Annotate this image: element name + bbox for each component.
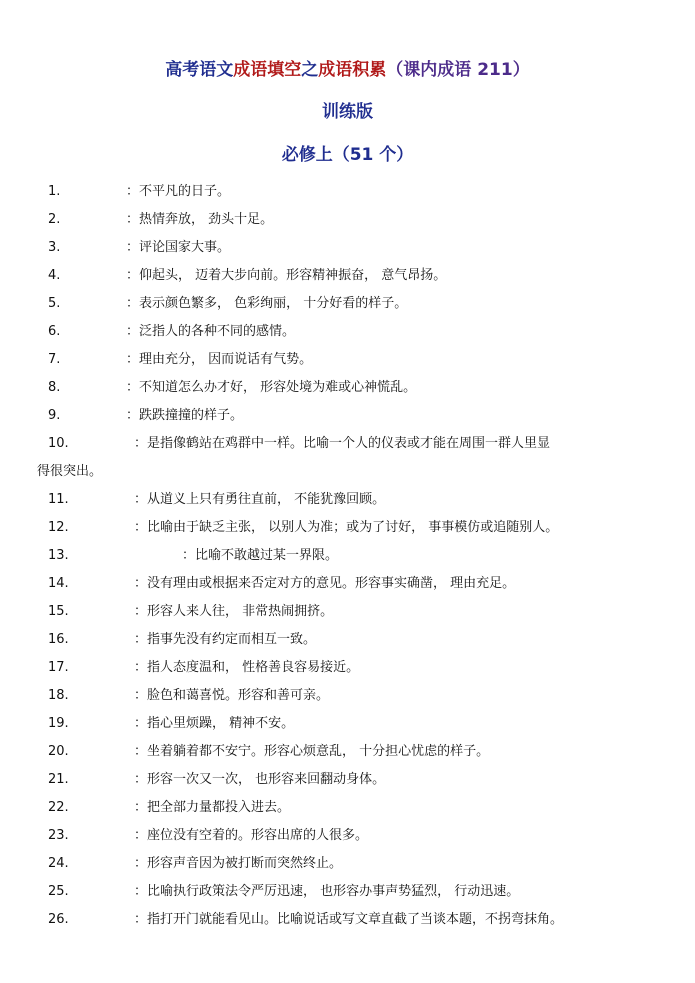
entry-number: 16. — [48, 632, 69, 647]
entry-definition: ：不平凡的日子。 — [126, 184, 231, 199]
entry-number: 1. — [48, 184, 61, 199]
entry-definition: ：指打开门就能看见山。比喻说话或写文章直截了当谈本题，不拐弯抹角。 — [134, 912, 564, 927]
entry-number: 11. — [48, 492, 69, 507]
entry-definition: ：坐着躺着都不安宁。形容心烦意乱， 十分担心忧虑的样子。 — [134, 744, 490, 759]
title-segment-3: 之 — [301, 60, 319, 80]
entry-definition: ：泛指人的各种不同的感情。 — [126, 324, 296, 339]
entry-definition: ：指事先没有约定而相互一致。 — [134, 632, 317, 647]
entry-number: 10. — [48, 436, 69, 451]
entry-definition: ：比喻不敢越过某一界限。 — [182, 548, 339, 563]
entry-number: 22. — [48, 800, 69, 815]
entry-definition: ：指人态度温和， 性格善良容易接近。 — [134, 660, 360, 675]
subtitle: 训练版 — [322, 102, 373, 122]
entry-number: 12. — [48, 520, 69, 535]
entry-number: 19. — [48, 716, 69, 731]
entry-number: 3. — [48, 240, 61, 255]
entry-number: 15. — [48, 604, 69, 619]
entry-definition: ：跌跌撞撞的样子。 — [126, 408, 244, 423]
page-title — [0, 58, 695, 82]
entry-definition: ：比喻执行政策法令严厉迅速， 也形容办事声势猛烈， 行动迅速。 — [134, 884, 520, 899]
entry-definition: ：形容声音因为被打断而突然终止。 — [134, 856, 343, 871]
entry-number: 17. — [48, 660, 69, 675]
entry-number: 5. — [48, 296, 61, 311]
entry-definition: ：从道义上只有勇往直前， 不能犹豫回顾。 — [134, 492, 386, 507]
entry-number: 23. — [48, 828, 69, 843]
entry-number: 21. — [48, 772, 69, 787]
entry-number: 9. — [48, 408, 61, 423]
entry-definition: ：是指像鹤站在鸡群中一样。比喻一个人的仪表或才能在周围一群人里显 — [134, 436, 551, 451]
entry-definition: ：理由充分， 因而说话有气势。 — [126, 352, 313, 367]
entry-definition: ：比喻由于缺乏主张， 以别人为准；或为了讨好， 事事模仿或追随别人。 — [134, 520, 559, 535]
title-segment-2: 成语填空 — [233, 60, 302, 80]
entry-number: 6. — [48, 324, 61, 339]
entry-definition: ：形容一次又一次， 也形容来回翻动身体。 — [134, 772, 386, 787]
entry-definition: ：脸色和蔼喜悦。形容和善可亲。 — [134, 688, 330, 703]
entry-definition: ：形容人来人往， 非常热闹拥挤。 — [134, 604, 334, 619]
entry-number: 26. — [48, 912, 69, 927]
entry-number: 4. — [48, 268, 61, 283]
title-segment-1: 高考语文 — [165, 60, 234, 80]
entry-number: 13. — [48, 548, 69, 563]
entry-number: 20. — [48, 744, 69, 759]
entry-number: 18. — [48, 688, 69, 703]
entry-number: 8. — [48, 380, 61, 395]
section-heading: 必修上（51 个） — [281, 145, 414, 165]
entry-number: 7. — [48, 352, 61, 367]
entry-number: 25. — [48, 884, 69, 899]
entry-definition-continued: 得很突出。 — [37, 464, 103, 479]
entry-number: 24. — [48, 856, 69, 871]
title-segment-4: 成语积累 — [318, 60, 387, 80]
entry-definition: ：把全部力量都投入进去。 — [134, 800, 291, 815]
entry-number: 2. — [48, 212, 61, 227]
title-segment-5: （课内成语 211） — [386, 60, 530, 80]
entry-number: 14. — [48, 576, 69, 591]
entry-definition: ：指心里烦躁， 精神不安。 — [134, 716, 295, 731]
entry-definition: ：评论国家大事。 — [126, 240, 231, 255]
list-item — [0, 430, 695, 486]
entry-definition: ：表示颜色繁多， 色彩绚丽， 十分好看的样子。 — [126, 296, 408, 311]
entry-definition: ：仰起头， 迈着大步向前。形容精神振奋， 意气昂扬。 — [126, 268, 447, 283]
entry-definition: ：没有理由或根据来否定对方的意见。形容事实确凿， 理由充足。 — [134, 576, 516, 591]
entry-definition: ：热情奔放， 劲头十足。 — [126, 212, 274, 227]
entry-definition: ：座位没有空着的。形容出席的人很多。 — [134, 828, 369, 843]
entry-definition: ：不知道怎么办才好， 形容处境为难或心神慌乱。 — [126, 380, 417, 395]
